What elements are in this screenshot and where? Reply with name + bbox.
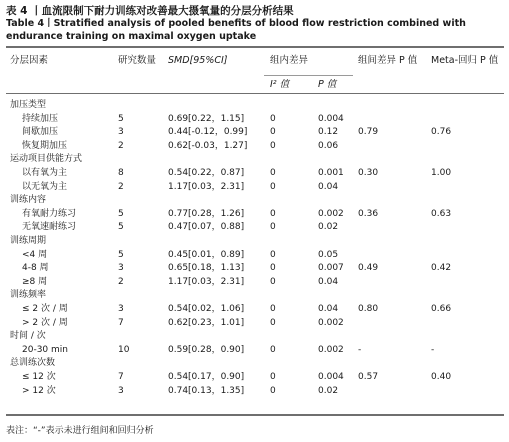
cell-p: 0.04 <box>318 304 339 314</box>
table-note: 表注：“-”表示未进行组间和回归分析 <box>6 426 154 436</box>
cell-smd: 0.45[0.01，0.89] <box>168 249 245 260</box>
cell-studies: 8 <box>118 168 124 178</box>
cell-i2: 0 <box>270 276 276 287</box>
table-bottom-rule <box>6 414 504 416</box>
cell-studies: 5 <box>118 208 124 219</box>
cell-i2: 0 <box>270 208 276 219</box>
group-label: 时间 / 次 <box>10 331 46 342</box>
cell-i2: 0 <box>270 222 276 233</box>
cell-smd: 0.74[0.13，1.35] <box>168 385 245 396</box>
table-top-rule <box>6 46 504 48</box>
cell-studies: 3 <box>118 127 124 138</box>
cell-smd: 0.69[0.22，1.15] <box>168 113 245 124</box>
cell-p: 0.12 <box>318 127 339 138</box>
cell-smd: 0.59[0.28，0.90] <box>168 344 245 355</box>
cell-smd: 0.54[0.02，1.06] <box>168 304 245 314</box>
cell-between: 0.30 <box>358 168 379 178</box>
header-between: 组间差异 P 值 <box>358 55 418 66</box>
cell-i2: 0 <box>270 140 276 151</box>
cell-meta: 1.00 <box>431 168 452 178</box>
group-label: 训练周期 <box>10 236 47 246</box>
cell-p: 0.02 <box>318 222 339 233</box>
cell-between: 0.79 <box>358 127 379 138</box>
cell-i2: 0 <box>270 127 276 138</box>
row-label: 间歇加压 <box>22 127 59 138</box>
row-label: 有氧耐力练习 <box>22 208 77 219</box>
cell-studies: 2 <box>118 181 124 192</box>
row-label: 恢复期加压 <box>22 140 68 151</box>
cell-p: 0.004 <box>318 372 344 382</box>
cell-between: 0.36 <box>358 208 379 219</box>
row-label: 20-30 min <box>22 344 68 355</box>
group-label: 训练频率 <box>10 290 47 301</box>
row-label: <4 周 <box>22 249 48 260</box>
cell-smd: 0.54[0.22，0.87] <box>168 168 245 178</box>
cell-meta: 0.40 <box>431 372 452 382</box>
header-smd: SMD[95%CI] <box>168 55 228 66</box>
cell-i2: 0 <box>270 344 276 355</box>
cell-smd: 0.62[0.23，1.01] <box>168 317 245 328</box>
cell-between: 0.57 <box>358 372 379 382</box>
cell-studies: 7 <box>118 317 124 328</box>
cell-studies: 3 <box>118 263 124 274</box>
cell-p: 0.04 <box>318 276 339 287</box>
cell-i2: 0 <box>270 372 276 382</box>
cell-studies: 2 <box>118 276 124 287</box>
cell-smd: 0.54[0.17，0.90] <box>168 372 245 382</box>
cell-between: 0.80 <box>358 304 379 314</box>
cell-i2: 0 <box>270 168 276 178</box>
table-caption-en: Table 4丨Stratified analysis of pooled benefits of blood flow restriction combined with endurance training on maximal oxygen uptake <box>6 18 466 42</box>
cell-p: 0.007 <box>318 263 344 274</box>
cell-p: 0.04 <box>318 181 339 192</box>
cell-studies: 2 <box>118 140 124 151</box>
group-label: 加压类型 <box>10 100 47 110</box>
cell-studies: 5 <box>118 222 124 233</box>
group-label: 运动项目供能方式 <box>10 154 83 165</box>
cell-between: 0.49 <box>358 263 379 274</box>
cell-i2: 0 <box>270 385 276 396</box>
cell-p: 0.001 <box>318 168 344 178</box>
cell-smd: 0.65[0.18，1.13] <box>168 263 245 274</box>
cell-meta: 0.76 <box>431 127 452 138</box>
cell-studies: 3 <box>118 304 124 314</box>
row-label: 4-8 周 <box>22 263 49 274</box>
row-label: ≤ 2 次 / 周 <box>22 304 68 314</box>
table-caption-zh: 表 4 丨血流限制下耐力训练对改善最大摄氧量的分层分析结果 <box>6 5 294 17</box>
cell-p: 0.05 <box>318 249 339 260</box>
row-label: 以有氧为主 <box>22 168 68 178</box>
cell-i2: 0 <box>270 113 276 124</box>
cell-meta: 0.42 <box>431 263 452 274</box>
cell-i2: 0 <box>270 263 276 274</box>
row-label: 无氧速耐练习 <box>22 222 77 233</box>
cell-studies: 3 <box>118 385 124 396</box>
cell-studies: 5 <box>118 249 124 260</box>
cell-i2: 0 <box>270 304 276 314</box>
cell-p: 0.02 <box>318 385 339 396</box>
cell-i2: 0 <box>270 181 276 192</box>
header-studies: 研究数量 <box>118 55 157 66</box>
row-label: ≥8 周 <box>22 276 48 287</box>
row-label: ≤ 12 次 <box>22 372 56 382</box>
row-label: 持续加压 <box>22 113 59 124</box>
cell-smd: 0.77[0.28，1.26] <box>168 208 245 219</box>
cell-p: 0.002 <box>318 317 344 328</box>
cell-smd: 0.44[-0.12，0.99] <box>168 127 248 138</box>
cell-smd: 0.47[0.07，0.88] <box>168 222 245 233</box>
cell-p: 0.004 <box>318 113 344 124</box>
row-label: > 12 次 <box>22 385 56 396</box>
cell-p: 0.002 <box>318 344 344 355</box>
within-subheader-rule <box>264 75 353 76</box>
group-label: 训练内容 <box>10 195 47 206</box>
cell-between: - <box>358 344 362 355</box>
cell-studies: 10 <box>118 344 130 355</box>
cell-p: 0.06 <box>318 140 339 151</box>
group-label: 总训练次数 <box>10 358 56 369</box>
cell-meta: 0.66 <box>431 304 452 314</box>
row-label: 以无氧为主 <box>22 181 68 192</box>
header-i2: I² 值 <box>270 79 290 90</box>
cell-meta: 0.63 <box>431 208 452 219</box>
cell-i2: 0 <box>270 249 276 260</box>
header-p: P 值 <box>318 79 337 90</box>
cell-smd: 0.62[-0.03，1.27] <box>168 140 248 151</box>
cell-smd: 1.17[0.03，2.31] <box>168 276 245 287</box>
cell-studies: 7 <box>118 372 124 382</box>
cell-studies: 5 <box>118 113 124 124</box>
table-header-rule <box>6 93 504 94</box>
row-label: > 2 次 / 周 <box>22 317 68 328</box>
header-within: 组内差异 <box>270 55 309 66</box>
header-factor: 分层因素 <box>10 55 49 66</box>
cell-p: 0.002 <box>318 208 344 219</box>
cell-meta: - <box>431 344 435 355</box>
cell-smd: 1.17[0.03，2.31] <box>168 181 245 192</box>
header-meta: Meta-回归 P 值 <box>431 55 499 66</box>
cell-i2: 0 <box>270 317 276 328</box>
